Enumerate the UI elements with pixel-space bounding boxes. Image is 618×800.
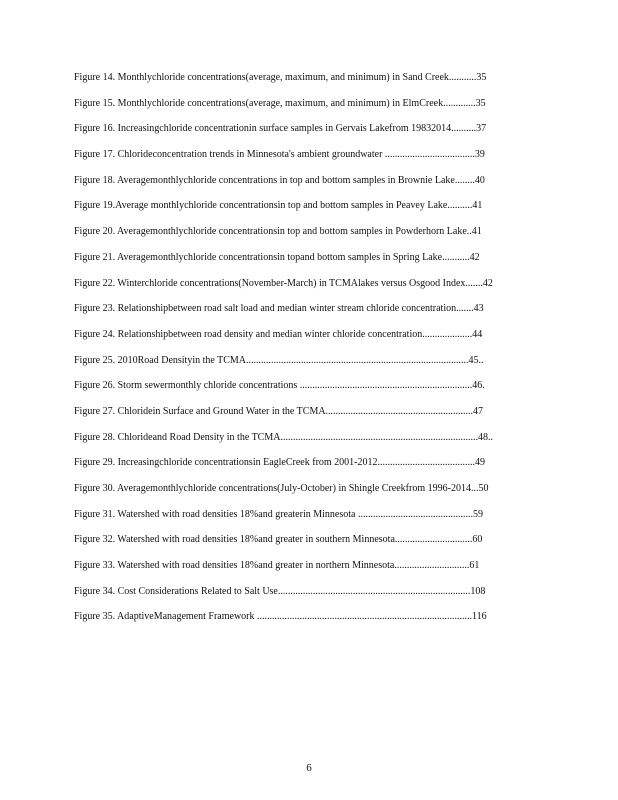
toc-entry: Figure 27. Chloridein Surface and Ground Water in the TCMA...........................................................47 (74, 405, 484, 417)
toc-entry: Figure 17. Chlorideconcentration trends in Minnesota's ambient groundwater ....................................39 (74, 149, 485, 161)
toc-entry: Figure 31. Watershed with road densities 18%and greaterin Minnesota ..............................................59 (74, 508, 483, 520)
toc-entry: Figure 14. Monthlychloride concentrations(average, maximum, and minimum) in Sand Creek...........35 (74, 72, 487, 83)
toc-entry: Figure 22. Winterchloride concentrations(November-March) in TCMAlakes versus Osgood Index.......42 (74, 277, 493, 289)
toc-entry: Figure 25. 2010Road Densityin the TCMA.........................................................................................45.. (74, 354, 484, 366)
toc-entry: Figure 32. Watershed with road densities 18%and greater in southern Minnesota...............................60 (74, 534, 483, 546)
toc-entry: Figure 16. Increasingchloride concentrationin surface samples in Gervais Lakefrom 19832014..........37 (74, 123, 487, 135)
page-number: 6 (306, 762, 312, 774)
toc-entry: Figure 23. Relationshipbetween road salt load and median winter stream chloride concentration.......43 (74, 303, 484, 315)
toc-entry: Figure 29. Increasingchloride concentrationsin EagleCreek from 2001-2012.......................................49 (74, 457, 486, 469)
toc-entry: Figure 21. Averagemonthlychloride concentrationsin topand bottom samples in Spring Lake...........42 (74, 251, 480, 263)
toc-entry: Figure 33. Watershed with road densities 18%and greater in northern Minnesota..............................61 (74, 560, 480, 572)
toc-entry: Figure 26. Storm sewermonthly chloride concentrations .....................................................................46. (74, 380, 485, 392)
toc-entry: Figure 30. Averagemonthlychloride concentrations(July-October) in Shingle Creekfrom 1996-2014...50 (74, 483, 489, 494)
toc-entry: Figure 18. Averagemonthlychloride concentrations in top and bottom samples in Brownie Lake........40 (74, 174, 485, 186)
toc-entry: Figure 34. Cost Considerations Related to Salt Use.............................................................................108 (74, 585, 486, 597)
toc-entry: Figure 15. Monthlychloride concentrations(average, maximum, and minimum) in ElmCreek.............35 (74, 97, 486, 109)
list-of-figures (74, 71, 552, 636)
toc-entry: Figure 28. Chlorideand Road Density in the TCMA...............................................................................48.. (74, 431, 493, 443)
toc-entry: Figure 24. Relationshipbetween road density and median winter chloride concentration....................44 (74, 328, 483, 340)
toc-entry: Figure 19.Average monthlychloride concentrationsin top and bottom samples in Peavey Lake..........41 (74, 200, 483, 212)
toc-entry: Figure 35. AdaptiveManagement Framework ......................................................................................116 (74, 611, 487, 623)
toc-entry: Figure 20. Averagemonthlychloride concentrationsin top and bottom samples in Powderhorn Lake..41 (74, 226, 482, 238)
